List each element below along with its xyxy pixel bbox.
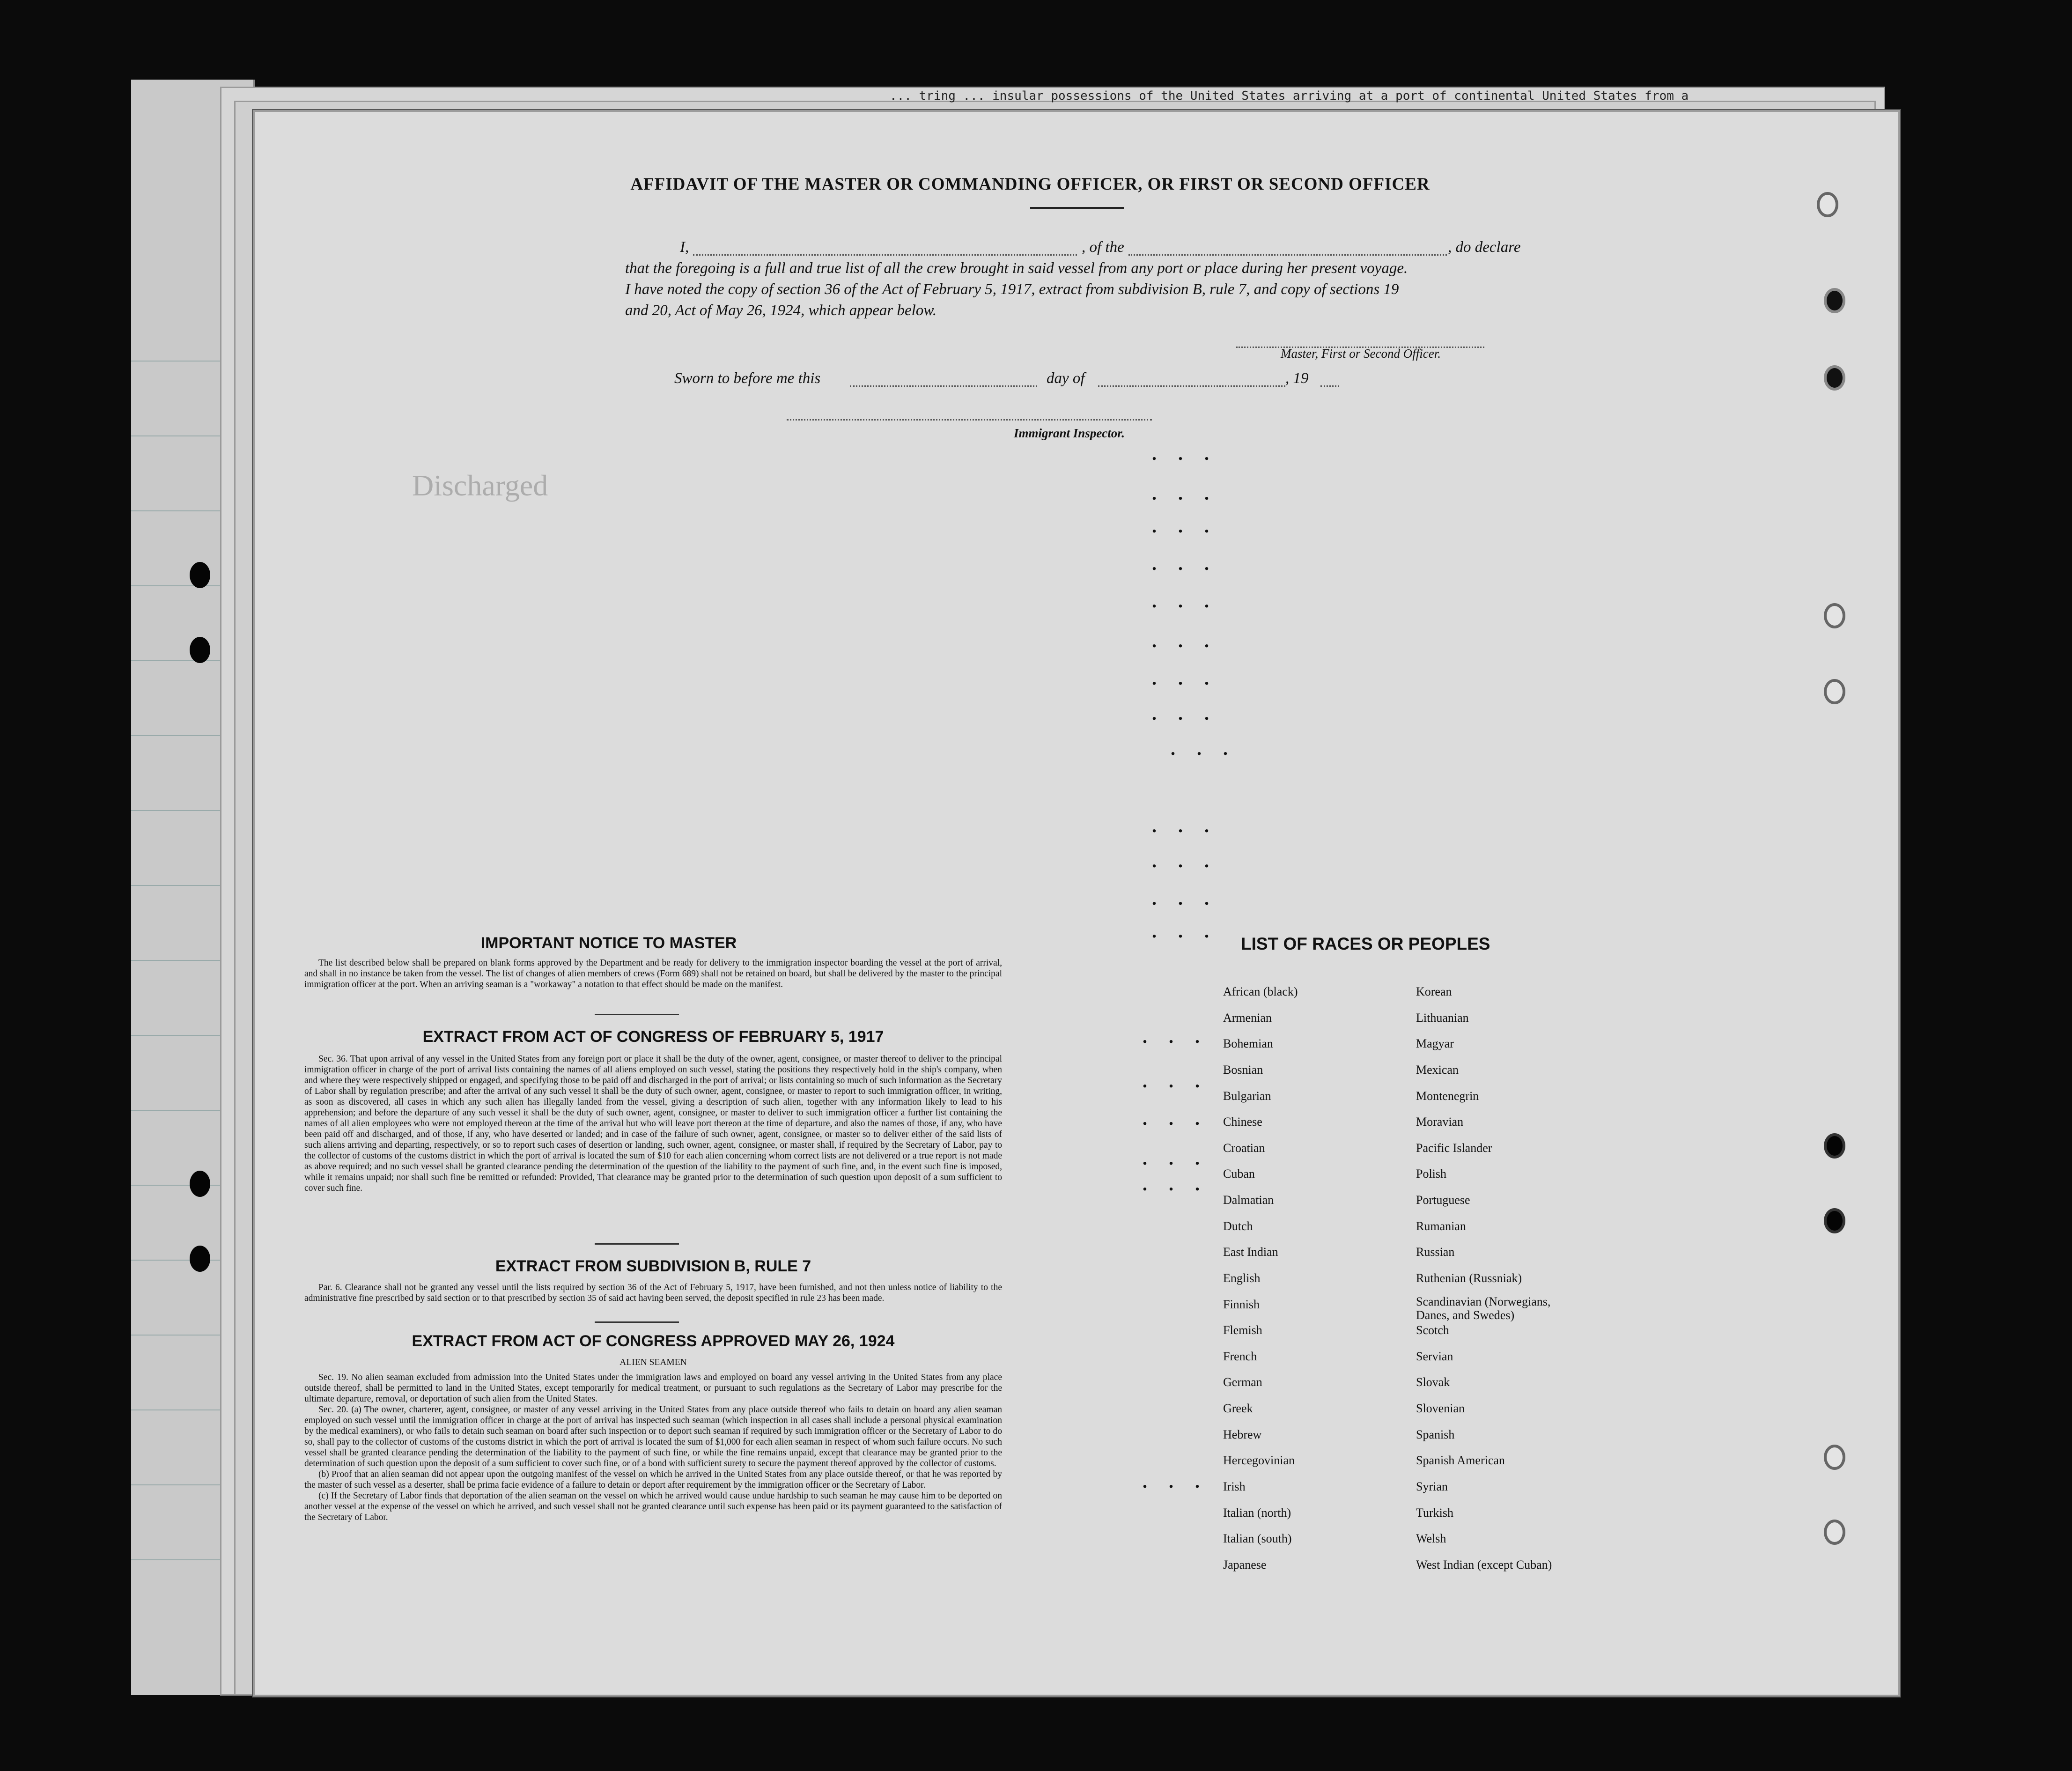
race-item: Magyar: [1416, 1037, 1454, 1050]
race-item: Armenian: [1223, 1011, 1272, 1025]
name-blank: [693, 254, 1077, 256]
alien-seamen-subheading: ALIEN SEAMEN: [619, 1358, 687, 1367]
affidavit-title: AFFIDAVIT OF THE MASTER OR COMMANDING OFFICER, OR FIRST OR SECOND OFFICER: [630, 175, 1430, 194]
ghost-dots: . . .: [1152, 483, 1217, 504]
race-item: Spanish: [1416, 1428, 1455, 1441]
sworn-month-blank: [1098, 385, 1285, 387]
extract-1917-body: [304, 1054, 1002, 1194]
race-item: Scotch: [1416, 1323, 1449, 1337]
race-item: Welsh: [1416, 1532, 1446, 1545]
extract-1917-paragraph: Sec. 36. That upon arrival of any vessel in the United States from any foreign port or place it shall be the duty of the owner, agent, consignee, or master thereof to deliver to the principal immigration officer in charge of the port of arrival lists containing the names of all aliens employed on such vessel, stating the positions they respectively hold in the ship's company, when and where they were respectively shipped or engaged, and specifying those to be paid off and discharged in the port of arrival; or lists containing so much of such information as the Secretary of Labor shall by regulation prescribe; and after the arrival of any such vessel it shall be the duty of such owner, agent, consignee, or master to report to such immigration officer, in writing, as soon as discovered, all cases in which any such alien has illegally landed from the vessel, giving a description of such alien, together with any information likely to lead to his apprehension; and before the departure of any such vessel it shall be the duty of such owner, agent, consignee, or master to deliver to such immigration officer a further list containing the names of all alien employees who were not employed thereon at the time of the arrival but who will leave port thereon at the time of departure, and also the names of those, if any, who have been paid off and discharged, and of those, if any, who have deserted or landed; and in case of the failure of such owner, agent, consignee, or master so to deliver either of the said lists of such aliens arriving and departing, respectively, or so to report such cases of desertion or landing, such owner, agent, consignee, or master shall, if required by the Secretary of Labor, pay to the collector of customs of the customs district in which the port of arrival is located the sum of $10 for each alien concerning whom correct lists are not delivered or a true report is not made as above required; and no such vessel shall be granted clearance pending the determination of the question of the liability to the payment of such fine, and, in the event such fine is imposed, while it remains unpaid; nor shall such fine be remitted or refunded: Provided, That clearance may be granted prior to the determination of such question upon deposit of a sum sufficient to cover such fine.: [304, 1054, 1002, 1193]
ghost-dots: . . .: [1143, 1148, 1208, 1169]
binder-hole: [1824, 679, 1845, 704]
race-item: French: [1223, 1350, 1257, 1363]
ghost-dots: . . .: [1152, 668, 1217, 689]
ghost-dots: . . .: [1152, 888, 1217, 909]
race-item: Korean: [1416, 985, 1452, 998]
section-separator: [595, 1243, 679, 1245]
race-item: East Indian: [1223, 1245, 1278, 1259]
race-item: Syrian: [1416, 1480, 1448, 1493]
race-item: Bulgarian: [1223, 1089, 1271, 1103]
ghost-dots: . . .: [1152, 850, 1217, 871]
extract-1917-heading: EXTRACT FROM ACT OF CONGRESS OF FEBRUARY 5, 1917: [422, 1028, 884, 1046]
race-item: Slovenian: [1416, 1402, 1465, 1415]
extract-rule7-paragraph: Par. 6. Clearance shall not be granted any vessel until the lists required by section 36 of the Act of February 5, 1917, have been furnished, and not then unless notice of liability to the administrative fine prescribed by said section or to that prescribed by section 35 of said act having been served, the deposit specified in rule 23 has been made.: [304, 1283, 1002, 1303]
ghost-dots: . . .: [1152, 443, 1217, 464]
race-item: Portuguese: [1416, 1193, 1470, 1207]
race-item: Hercegovinian: [1223, 1454, 1295, 1467]
ghost-dots: . . .: [1143, 1471, 1208, 1492]
race-item: Russian: [1416, 1245, 1455, 1259]
extract-1924-sec19: Sec. 19. No alien seaman excluded from admission into the United States under the immigration laws and employed on board any vessel arriving in the United States from any place outside thereof, shall be permitted to land in the United States, except temporarily for medical treatment, or pursuant to such regulations as the Secretary of Labor may prescribe for the ultimate departure, removal, or deportation of such alien from the United States.: [304, 1373, 1002, 1404]
extract-rule7-heading: EXTRACT FROM SUBDIVISION B, RULE 7: [495, 1257, 811, 1275]
extract-1924-sec20b: (b) Proof that an alien seaman did not appear upon the outgoing manifest of the vessel on which he arrived in the United States from any place outside thereof, or that he was reported by the master of such vessel as a deserter, shall be prima facie evidence of a failure to detain or deport after requirement by the immigration officer or the Secretary of Labor.: [304, 1469, 1002, 1490]
race-item: Italian (south): [1223, 1532, 1292, 1545]
punch-hole: [190, 1246, 210, 1272]
race-item: Rumanian: [1416, 1219, 1466, 1233]
race-item: Slovak: [1416, 1375, 1450, 1389]
ghost-dots: . . .: [1143, 1173, 1208, 1195]
affidavit-line-2: that the foregoing is a full and true list of all the crew brought in said vessel from any port or place during her present voyage.: [625, 260, 1408, 277]
inspector-label: Immigrant Inspector.: [1014, 426, 1125, 440]
sworn-label: Sworn to before me this: [674, 370, 821, 387]
notice-heading: IMPORTANT NOTICE TO MASTER: [480, 934, 737, 952]
race-item: Hebrew: [1223, 1428, 1262, 1441]
race-item: Croatian: [1223, 1141, 1265, 1155]
race-item: Flemish: [1223, 1323, 1262, 1337]
race-item: Servian: [1416, 1350, 1453, 1363]
inspector-signature-blank: [787, 419, 1152, 421]
race-item: Bosnian: [1223, 1063, 1263, 1077]
master-label: Master, First or Second Officer.: [1281, 347, 1441, 361]
binder-hole: [1824, 288, 1845, 313]
extract-1924-sec20a: Sec. 20. (a) The owner, charterer, agent, consignee, or master of any vessel arriving in the United States from any place outside thereof who fails to detain on board any alien seaman employed on such vessel until the immigration officer in charge at the port of arrival has inspected such seaman (which inspection in all cases shall include a personal physical examination by the medical examiners), or who fails to detain such seaman on board after such inspection or to deport such seaman if required by such immigration officer or the Secretary of Labor to do so, shall pay to the collector of customs of the customs district in which the port of arrival is located the sum of $1,000 for each alien seaman in respect of whom such failure occurs. No such vessel shall be granted clearance pending the determination of the liability to the payment of such fine, or while the fine remains unpaid, except that clearance may be granted prior to the determination of such question upon the deposit of a sum sufficient to cover such fine, or of a bond with sufficient surety to secure the payment thereof approved by the collector of customs.: [304, 1405, 1002, 1468]
title-underline: [1030, 207, 1124, 209]
vessel-blank: [1128, 254, 1447, 256]
binder-hole: [1824, 365, 1845, 391]
binder-hole: [1824, 603, 1845, 628]
section-separator: [595, 1014, 679, 1015]
binder-hole: [1824, 1520, 1845, 1545]
extract-1924-sec20c: (c) If the Secretary of Labor finds that deportation of the alien seaman on the vessel on which he arrived would cause undue hardship to such seaman he may cause him to be deported on another vessel at the expense of the vessel on which he arrived, and such vessel shall not be granted clearance until such expense has been paid or its payment guaranteed to the satisfaction of the Secretary of Labor.: [304, 1491, 1002, 1522]
notice-body: [304, 958, 1002, 990]
ghost-dots: . . .: [1152, 516, 1217, 537]
ghost-dots: . . .: [1171, 738, 1236, 759]
affidavit-line-4: and 20, Act of May 26, 1924, which appear below.: [625, 302, 937, 319]
ghost-dots: . . .: [1152, 921, 1217, 942]
notice-paragraph: The list described below shall be prepared on blank forms approved by the Department and be ready for delivery to the immigration inspector boarding the vessel at the port of arrival, and shall in no instance be taken from the vessel. The list of changes of alien members of crews (Form 689) shall not be retained on board, but shall be delivered by the master to the principal immigration officer at the port. When an arriving seaman is a "workaway" a notation to that effect should be made on the manifest.: [304, 958, 1002, 989]
races-heading: LIST OF RACES OR PEOPLES: [1241, 934, 1490, 953]
top-bleed-text: ... tring ... insular possessions of the United States arriving at a port of continental United States from a: [890, 89, 1689, 103]
of-the-label: , of the: [1082, 239, 1124, 256]
extract-1924-body: [304, 1372, 1002, 1523]
ghost-dots: . . .: [1143, 1026, 1208, 1047]
year-blank: [1320, 385, 1339, 387]
race-item: Dalmatian: [1223, 1193, 1274, 1207]
race-item: Montenegrin: [1416, 1089, 1479, 1103]
binder-hole: [1824, 1208, 1845, 1233]
race-item: Lithuanian: [1416, 1011, 1469, 1025]
ghost-dots: . . .: [1152, 553, 1217, 574]
binder-hole: [1824, 1445, 1845, 1470]
section-separator: [595, 1321, 679, 1323]
race-item: Moravian: [1416, 1115, 1464, 1129]
punch-hole: [190, 562, 210, 588]
race-item: Turkish: [1416, 1506, 1453, 1520]
race-item: English: [1223, 1271, 1261, 1285]
year-label: , 19: [1285, 370, 1309, 387]
ghost-dots: . . .: [1152, 590, 1217, 612]
ghost-dots: . . .: [1152, 703, 1217, 724]
ghost-discharged-stamp: Discharged: [412, 469, 548, 502]
ghost-dots: . . .: [1152, 815, 1217, 836]
race-item: Bohemian: [1223, 1037, 1273, 1050]
race-item: Irish: [1223, 1480, 1246, 1493]
ghost-dots: . . .: [1152, 630, 1217, 651]
race-item: Ruthenian (Russniak): [1416, 1271, 1522, 1285]
sworn-day-blank: [850, 385, 1037, 387]
race-item: West Indian (except Cuban): [1416, 1558, 1552, 1572]
extract-1924-heading: EXTRACT FROM ACT OF CONGRESS APPROVED MAY 26, 1924: [412, 1332, 895, 1350]
binder-hole: [1824, 1133, 1845, 1159]
extract-rule7-body: [304, 1282, 1002, 1304]
race-item: African (black): [1223, 985, 1298, 998]
punch-hole: [190, 637, 210, 663]
affidavit-line-3: I have noted the copy of section 36 of the Act of February 5, 1917, extract from subdivision B, rule 7, and copy of sections 19: [625, 281, 1399, 298]
race-item: Polish: [1416, 1167, 1447, 1181]
race-item: Greek: [1223, 1402, 1253, 1415]
affidavit-i-label: I,: [680, 239, 689, 256]
ghost-dots: . . .: [1143, 1070, 1208, 1092]
race-item: Italian (north): [1223, 1506, 1291, 1520]
race-item: Dutch: [1223, 1219, 1253, 1233]
day-of-label: day of: [1047, 370, 1085, 387]
race-item: Pacific Islander: [1416, 1141, 1492, 1155]
race-item: German: [1223, 1375, 1262, 1389]
race-item: Cuban: [1223, 1167, 1255, 1181]
race-item: Scandinavian (Norwegians, Danes, and Swedes): [1416, 1295, 1551, 1322]
binder-hole: [1817, 192, 1838, 217]
race-item: Mexican: [1416, 1063, 1459, 1077]
race-item: Spanish American: [1416, 1454, 1505, 1467]
race-item: Finnish: [1223, 1298, 1260, 1311]
race-item: Chinese: [1223, 1115, 1262, 1129]
race-item: Japanese: [1223, 1558, 1267, 1572]
do-declare-label: , do declare: [1448, 239, 1521, 256]
punch-hole: [190, 1171, 210, 1197]
ghost-dots: . . .: [1143, 1108, 1208, 1129]
